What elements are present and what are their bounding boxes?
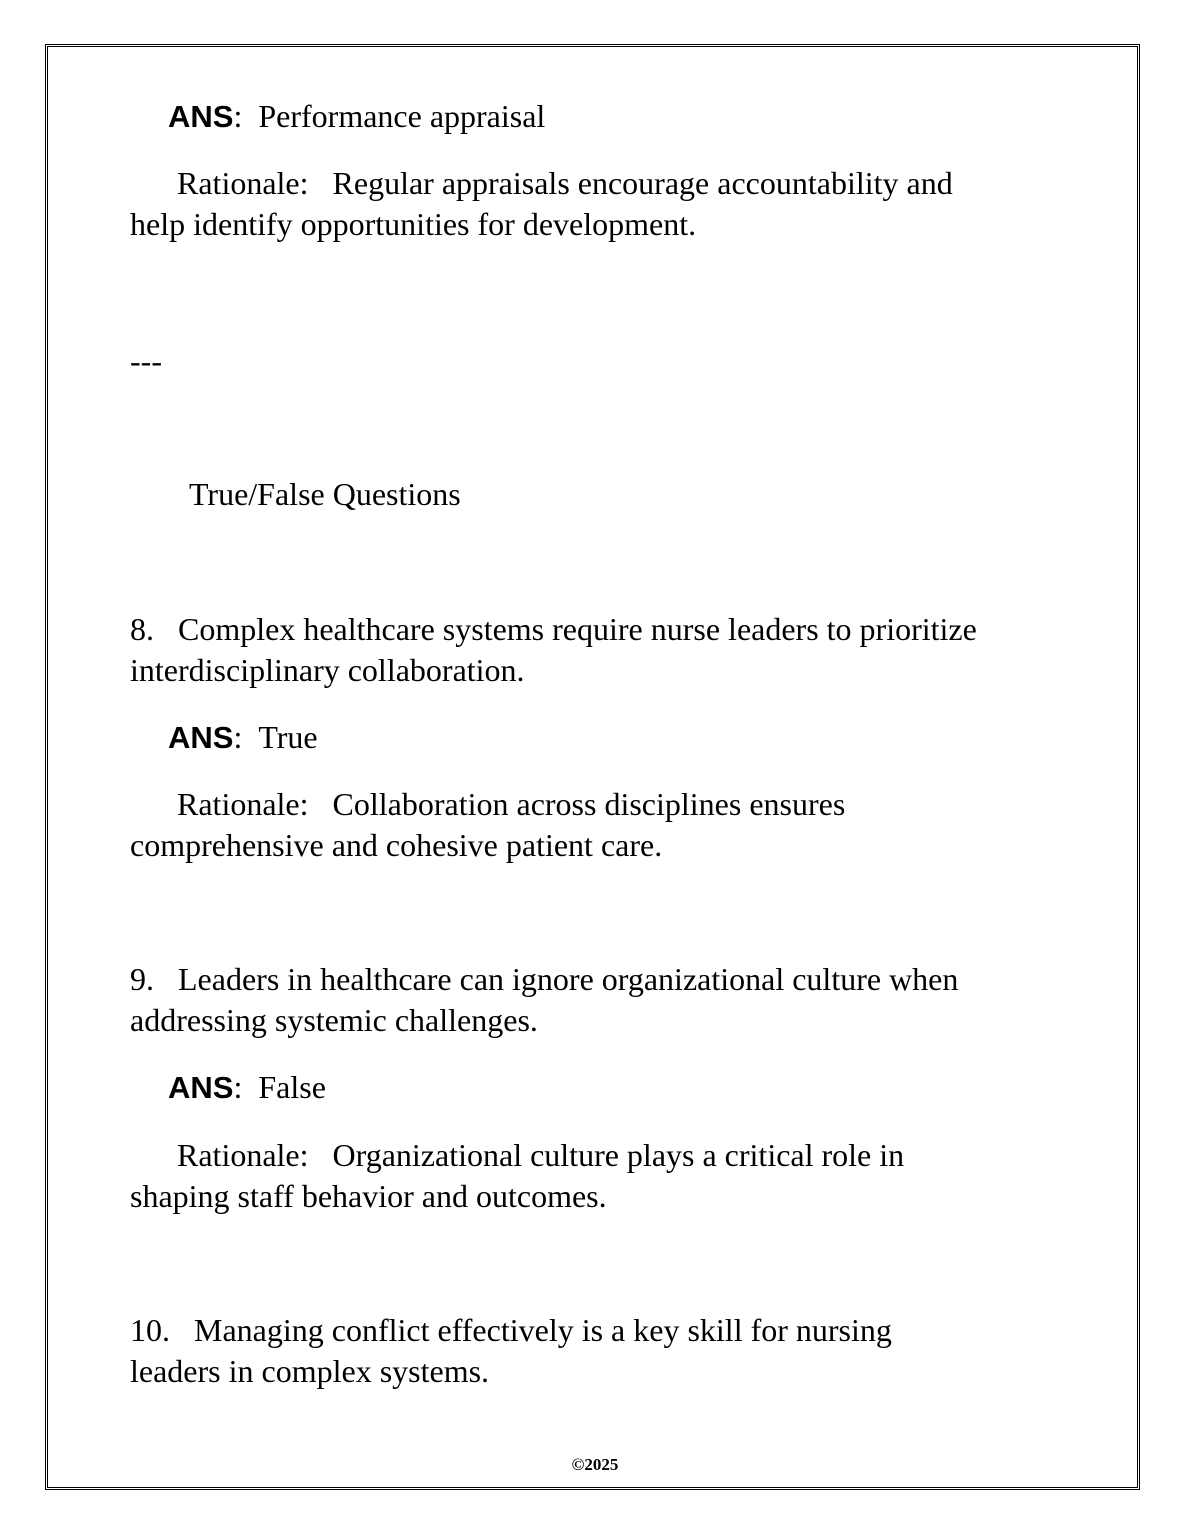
question-9-answer: ANS: False (168, 1069, 326, 1105)
question-10-line-1 (130, 1310, 892, 1351)
rationale-text: Regular appraisals encourage accountability and (332, 165, 953, 201)
question-8-line-2: interdisciplinary collaboration. (130, 652, 525, 688)
question-text: Leaders in healthcare can ignore organizational culture when (178, 961, 959, 997)
question-8-answer: ANS: True (168, 719, 318, 755)
question-text: Managing conflict effectively is a key skill for nursing (194, 1312, 892, 1348)
answer-value: False (258, 1069, 326, 1105)
question-number: 9. (130, 961, 154, 997)
question-9-rationale-line-1 (177, 1135, 904, 1176)
answer-value: Performance appraisal (258, 98, 546, 134)
rationale-text: Collaboration across disciplines ensures (332, 786, 846, 822)
section-heading: True/False Questions (189, 476, 461, 512)
question-9-line-1 (130, 959, 958, 1000)
answer-label: ANS (168, 1070, 234, 1105)
rationale-label: Rationale: (177, 165, 309, 201)
question-number: 8. (130, 611, 154, 647)
question-text: Complex healthcare systems require nurse leaders to prioritize (178, 611, 977, 647)
answer-value: True (258, 719, 318, 755)
question-number: 10. (130, 1312, 170, 1348)
question-10-line-2: leaders in complex systems. (130, 1353, 490, 1389)
prev-rationale-line-2: help identify opportunities for development. (130, 206, 697, 242)
prev-rationale-line-1 (177, 163, 953, 204)
rationale-label: Rationale: (177, 786, 309, 822)
prev-answer-line: ANS: Performance appraisal (168, 98, 546, 134)
page-footer: ©2025 (571, 1455, 619, 1474)
rationale-text: Organizational culture plays a critical role in (332, 1137, 905, 1173)
answer-label: ANS (168, 720, 234, 755)
question-8-line-1 (130, 609, 977, 650)
separator: --- (130, 343, 162, 379)
rationale-label: Rationale: (177, 1137, 309, 1173)
question-9-line-2: addressing systemic challenges. (130, 1002, 538, 1038)
question-8-rationale-line-2: comprehensive and cohesive patient care. (130, 827, 663, 863)
question-9-rationale-line-2: shaping staff behavior and outcomes. (130, 1178, 607, 1214)
question-8-rationale-line-1 (177, 784, 845, 825)
page-border (45, 44, 1140, 1490)
answer-label: ANS (168, 99, 234, 134)
